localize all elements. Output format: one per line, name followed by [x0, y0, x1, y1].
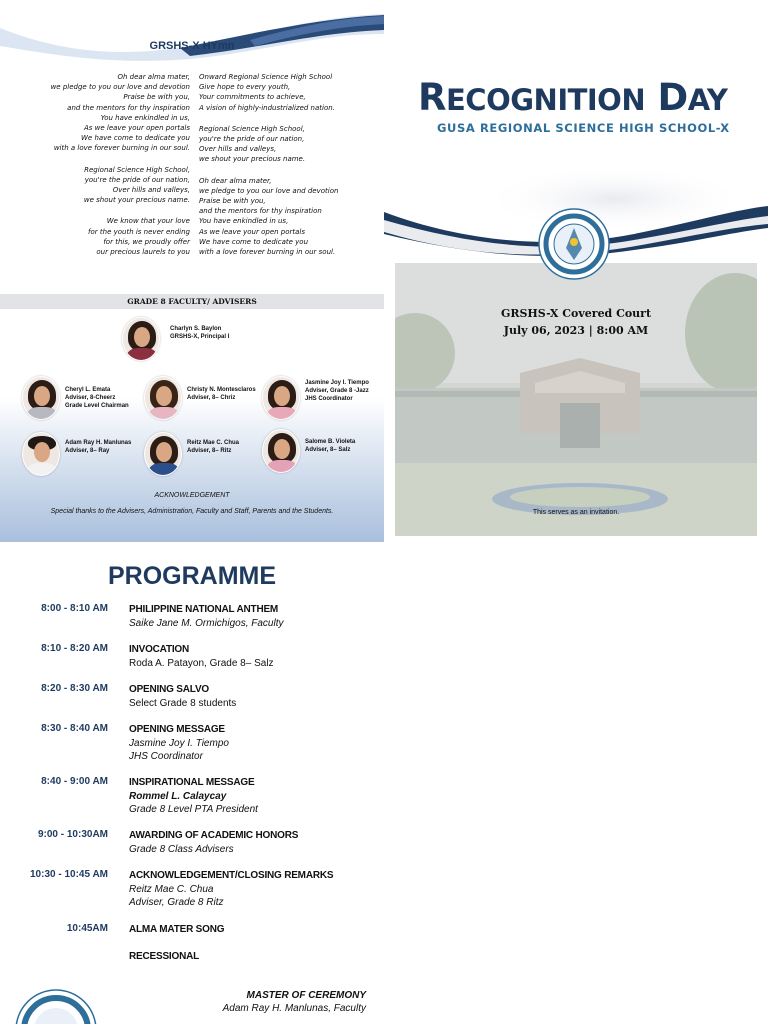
- faculty-name: Christy N. Montesclaros: [187, 386, 256, 393]
- faculty-role: Adviser, 8– Ray: [65, 448, 110, 454]
- programme-time: 10:45AM: [66, 923, 108, 934]
- programme-time: 9:00 - 10:30AM: [37, 829, 108, 840]
- hymn-line: we pledge to you our love and devotion: [199, 186, 339, 195]
- faculty-photo: [144, 432, 182, 476]
- hymn-line: and the mentors for thy inspiration: [199, 207, 322, 216]
- programme-detail: Roda A. Patayon, Grade 8– Salz: [129, 657, 274, 669]
- programme-detail: Grade 8 Class Advisers: [129, 843, 234, 855]
- event-details: [395, 305, 757, 339]
- faculty-name: Cheryl L. Emata: [65, 386, 111, 393]
- hymn-line: Over hills and valleys,: [199, 145, 277, 154]
- faculty-role: Adviser, 8– Ritz: [187, 448, 232, 454]
- event-datetime: July 06, 2023 | 8:00 AM: [503, 324, 649, 337]
- hymn-line: for the youth is never ending: [88, 227, 190, 236]
- master-of-ceremony-name: Adam Ray H. Manlunas, Faculty: [222, 1003, 366, 1014]
- hymn-line: with a love forever burning in our soul.: [53, 144, 190, 153]
- hymn-line: We have come to dedicate you: [80, 134, 190, 143]
- faculty-photo: [262, 376, 300, 420]
- hymn-line: We have come to dedicate you: [199, 237, 309, 246]
- school-building-photo: [395, 263, 757, 536]
- faculty-photo: [262, 429, 300, 473]
- hymn-line: We know that your love: [106, 217, 190, 226]
- hymn-title: GRSHS-X HYmn: [149, 40, 235, 52]
- hymn-line: and the mentors for thy inspiration: [67, 103, 190, 112]
- programme-detail: Adviser, Grade 8 Ritz: [129, 897, 224, 908]
- programme-detail: Rommel L. Calaycay: [129, 790, 227, 802]
- faculty-photo: [22, 376, 60, 420]
- hymn-line: A vision of highly-industrialized nation.: [199, 103, 335, 112]
- hymn-right-column: [199, 72, 384, 257]
- programme-detail: Saike Jane M. Ormichigos, Faculty: [129, 617, 284, 629]
- hymn-line: Over hills and valleys,: [112, 186, 190, 195]
- programme-time: 8:20 - 8:30 AM: [41, 683, 108, 694]
- faculty-card: [144, 376, 256, 420]
- hymn-line: we shout your precious name.: [83, 196, 190, 205]
- hymn-line: Praise be with you,: [199, 197, 266, 206]
- hymn-line: you're the pride of our nation,: [199, 135, 305, 144]
- master-of-ceremony-title: MASTER OF CEREMONY: [246, 990, 366, 1001]
- programme-detail: Grade 8 Level PTA President: [129, 804, 258, 815]
- programme-activity: OPENING SALVO: [129, 684, 210, 695]
- faculty-role: Adviser, 8-Cheerz: [65, 394, 116, 401]
- hymn-line: As we leave your open portals: [199, 227, 306, 236]
- hymn-line: we pledge to you our love and devotion: [50, 83, 190, 92]
- school-seal-logo: [538, 208, 610, 280]
- hymn-line: Give hope to every youth,: [199, 83, 291, 92]
- hymn-line: Onward Regional Science High School: [199, 73, 333, 81]
- faculty-heading: GRADE 8 FACULTY/ ADVISERS: [0, 294, 384, 309]
- hymn-line: we shout your precious name.: [199, 155, 306, 164]
- hymn-line: You have enkindled in us,: [199, 217, 289, 226]
- principal-role: GRSHS-X, Principal I: [170, 334, 230, 340]
- acknowledgement-text: Special thanks to the Advisers, Administration, Faculty and Staff, Parents and the Students.: [50, 508, 334, 515]
- hymn-line: Your commitments to achieve,: [199, 93, 306, 102]
- programme-detail: Jasmine Joy I. Tiempo: [129, 737, 229, 749]
- hymn-line: with a love forever burning in our soul.: [199, 248, 336, 257]
- faculty-card: [22, 376, 129, 420]
- faculty-name: Reitz Mae C. Chua: [187, 439, 240, 446]
- principal-card: [122, 317, 229, 361]
- faculty-card: [262, 429, 355, 473]
- programme-detail: Select Grade 8 students: [129, 697, 237, 709]
- hymn-line: As we leave your open portals: [83, 124, 190, 133]
- hymn-line: Praise be with you,: [123, 93, 190, 102]
- event-title: RECOGNITION DAY: [418, 76, 728, 119]
- programme-activity: ACKNOWLEDGEMENT/CLOSING REMARKS: [129, 870, 334, 881]
- programme-activity: INSPIRATIONAL MESSAGE: [129, 777, 255, 788]
- programme-title: PROGRAMME: [108, 562, 277, 590]
- faculty-role: Adviser, 8– Chriz: [187, 395, 236, 401]
- hymn-line: You have enkindled in us,: [100, 113, 190, 122]
- hymn-line: Oh dear alma mater,: [117, 73, 190, 81]
- hymn-line: for this, we proudly offer: [103, 237, 190, 246]
- acknowledgement-title: ACKNOWLEDGEMENT: [154, 492, 230, 499]
- hymn-faculty-panel: [0, 0, 384, 542]
- faculty-role: Adviser, 8– Salz: [305, 447, 351, 453]
- principal-name: Charlyn S. Baylon: [170, 325, 222, 332]
- programme-detail: Reitz Mae C. Chua: [129, 883, 214, 895]
- faculty-name: Adam Ray H. Manlunas: [65, 439, 132, 446]
- faculty-role: Adviser, Grade 8 -Jazz: [305, 387, 369, 394]
- hymn-line: Regional Science High School,: [84, 165, 190, 174]
- school-name: GUSA REGIONAL SCIENCE HIGH SCHOOL-X: [437, 121, 730, 135]
- programme-time: 8:10 - 8:20 AM: [41, 643, 108, 654]
- programme-activity: PHILIPPINE NATIONAL ANTHEM: [129, 604, 279, 615]
- faculty-card: [262, 376, 369, 420]
- faculty-role-extra: JHS Coordinator: [305, 396, 353, 403]
- faculty-name: Jasmine Joy I. Tiempo: [305, 379, 369, 386]
- programme-activity: OPENING MESSAGE: [129, 724, 225, 735]
- hymn-line: Regional Science High School,: [199, 124, 305, 133]
- faculty-card: [22, 432, 131, 476]
- programme-activity: AWARDING OF ACADEMIC HONORS: [129, 830, 299, 841]
- programme-time: 10:30 - 10:45 AM: [30, 869, 108, 880]
- programme-time: 8:00 - 8:10 AM: [41, 603, 108, 614]
- faculty-card: [144, 432, 239, 476]
- programme-time: 8:30 - 8:40 AM: [41, 723, 108, 734]
- hymn-line: you're the pride of our nation,: [84, 175, 190, 184]
- hymn-left-column: [0, 72, 190, 257]
- programme-detail: JHS Coordinator: [129, 751, 203, 762]
- top-wave-decoration: [0, 0, 384, 70]
- principal-photo: [122, 317, 160, 361]
- hymn-line: our precious laurels to you: [96, 248, 190, 257]
- faculty-photo: [22, 432, 60, 476]
- invitation-note: This serves as an invitation.: [532, 509, 620, 516]
- event-venue: GRSHS-X Covered Court: [500, 307, 652, 320]
- programme-activity: RECESSIONAL: [129, 951, 200, 962]
- programme-time: 8:40 - 9:00 AM: [41, 776, 108, 787]
- faculty-photo: [144, 376, 182, 420]
- faculty-name: Salome B. Violeta: [305, 438, 356, 445]
- faculty-role-extra: Grade Level Chairman: [65, 403, 129, 410]
- programme-activity: ALMA MATER SONG: [129, 924, 225, 935]
- programme-activity: INVOCATION: [129, 644, 190, 655]
- hymn-line: Oh dear alma mater,: [199, 176, 272, 185]
